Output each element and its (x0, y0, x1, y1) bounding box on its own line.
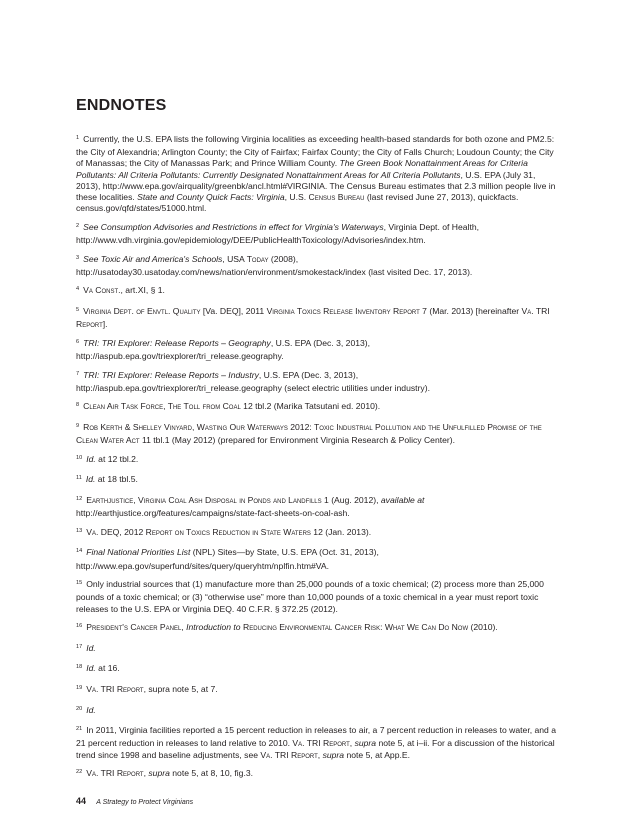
page-number: 44 (76, 796, 87, 806)
endnote-number: 1 (76, 135, 80, 141)
endnote-text: Va Const. (83, 285, 121, 296)
endnote-text: , (317, 749, 323, 760)
endnote-number: 13 (76, 527, 83, 534)
endnote-text: Va. TRI Report (86, 768, 144, 779)
page-footer (76, 796, 193, 806)
endnote-number: 10 (76, 454, 83, 461)
endnote-number: 5 (76, 307, 80, 313)
endnote-text: 12 tbl.2 (Marika Tatsutani ed. 2010). (240, 401, 381, 412)
endnote-text: Id. (86, 663, 96, 674)
endnote-text: , art.XI, § 1. (120, 285, 165, 296)
endnote-item (76, 495, 562, 519)
endnote-text: , U.S. EPA (July 31, 2013), http://www.epa.gov/airquality/greenbk/ancl.html#VIRGINIA. The Census Bureau estimates that 2.3 million people live in these localities. (76, 169, 556, 203)
endnote-text: http://earthjustice.org/features/campaigns/state-fact-sheets-on-coal-ash. (76, 508, 350, 519)
endnote-item (76, 527, 562, 540)
endnote-text: (last revised June 27, 2013), quickfacts. census.gov/qfd/states/51000.html. (76, 192, 519, 214)
endnote-text: [Va. DEQ], 2011 (200, 306, 267, 316)
endnote-text: Id. (85, 474, 96, 485)
endnote-text: , (143, 768, 149, 779)
endnote-number: 4 (76, 286, 80, 293)
endnote-item (76, 684, 562, 697)
endnote-text: , USA (222, 253, 247, 264)
endnote-item (76, 370, 562, 394)
endnote-item (76, 285, 562, 298)
endnote-number: 8 (76, 402, 80, 409)
endnote-text: 12 (Jan. 2013). (310, 526, 372, 537)
endnote-text: Census Bureau (308, 192, 365, 203)
endnote-text: Earthjustice, Virginia Coal Ash Disposal in Ponds and Landfills (86, 494, 322, 505)
endnote-text: 11 tbl.1 (May 2012) (prepared for Environment Virginia Research & Policy Center). (139, 435, 456, 446)
endnote-number: 21 (76, 726, 83, 733)
endnote-item (76, 622, 562, 635)
endnote-text: See Consumption Advisories and Restrictions in effect for Virginia's Waterways (83, 221, 384, 232)
endnote-text: at 16. (95, 663, 120, 674)
endnote-number: 18 (76, 664, 83, 671)
endnote-text: note 5, at 8, 10, fig.3. (169, 768, 254, 779)
endnote-item (76, 579, 562, 615)
endnote-text: Id. (86, 642, 96, 653)
endnote-text: Id. (86, 453, 96, 464)
endnote-item (76, 306, 562, 330)
endnote-number: 3 (76, 254, 80, 261)
endnote-text: (NPL) Sites—by State, U.S. EPA (Oct. 31, 2013), http://www.epa.gov/superfund/sites/query/queryhtm/nplfin.htm#VA. (76, 547, 379, 571)
endnote-number: 9 (76, 422, 80, 429)
endnote-text: Final National Priorities List (86, 547, 191, 558)
endnote-text: supra (354, 738, 377, 749)
endnote-text: The Green Book Nonattainment Areas for Criteria Pollutants: All Criteria Pollutants: Currently Designated Nonattainment Areas for All Criteria Pollutants (76, 158, 528, 180)
endnote-text: Va. TRI Report (292, 738, 350, 749)
endnote-text: , supra note 5, at 7. (143, 683, 218, 694)
endnote-item (76, 768, 562, 781)
endnote-item (76, 338, 562, 362)
endnote-item (76, 401, 562, 414)
endnote-number: 2 (76, 222, 80, 229)
endnote-number: 16 (76, 623, 83, 630)
endnote-text: note 5, at App.E. (344, 749, 410, 760)
endnote-number: 20 (76, 705, 83, 712)
endnote-text: State and County Quick Facts: Virginia (137, 192, 285, 203)
endnote-number: 19 (76, 684, 83, 691)
endnote-text: See Toxic Air and America's Schools (83, 253, 223, 264)
endnote-text: , U.S. (284, 192, 309, 203)
footer-title: A Strategy to Protect Virginians (96, 799, 194, 806)
endnote-text: President's Cancer Panel (86, 622, 182, 633)
endnote-text: Only industrial sources that (1) manufacture more than 25,000 pounds of a toxic chemical; (2) process more than 25,000 pounds of a toxic chemical; or (3) “otherwise use” more than 10,000 pounds of a toxic chemical in a year must report toxic releases to the U.S. EPA or Virginia DEQ. 40 C.F.R. § 372.25 (2012). (76, 579, 544, 614)
endnote-text: Va. TRI Report (260, 749, 318, 760)
endnote-text: Today (246, 253, 269, 264)
endnote-text: 1 (Aug. 2012), (321, 494, 381, 505)
endnote-number: 22 (76, 769, 83, 776)
endnote-text: supra (148, 768, 170, 779)
endnote-item (76, 254, 562, 278)
endnote-number: 11 (76, 475, 82, 482)
endnote-item (76, 663, 562, 676)
endnote-text: Report on Toxics Reduction in State Waters (145, 526, 311, 537)
endnote-text: available at (380, 494, 425, 505)
page-heading: ENDNOTES (76, 97, 167, 114)
endnote-item (76, 474, 562, 487)
endnote-text: 7 (Mar. 2013) [hereinafter (419, 306, 522, 316)
endnote-number: 14 (76, 548, 83, 555)
endnote-text: Reducing Environmental Cancer Risk: What We Can Do Now (242, 622, 469, 633)
endnote-text: In 2011, Virginia facilities reported a 15 percent reduction in releases to air, a 7 percent reduction in releases to water, and a 21 percent reduction in releases to land relative to 2010. (76, 725, 556, 749)
endnote-text: TRI: TRI Explorer: Release Reports – Geography (83, 337, 271, 348)
endnote-text: Virginia Dept. of Envtl. Quality (83, 306, 201, 316)
endnote-text: , U.S. EPA (Dec. 3, 2013), http://iaspub.epa.gov/triexplorer/tri_release.geography (select electric utilities under industry). (76, 369, 430, 393)
endnote-text: at 12 tbl.2. (95, 453, 139, 464)
endnote-text: , (349, 738, 355, 749)
endnote-text: Rob Kerth & Shelley Vinyard, Wasting Our Waterways 2012: Toxic Industrial Pollution and the Unfulfilled Promise of the Clean Water Act (76, 421, 542, 446)
endnote-text: (2008), http://usatoday30.usatoday.com/news/nation/environment/smokestack/index (last visited Dec. 17, 2013). (76, 253, 473, 277)
endnote-number: 17 (76, 643, 83, 650)
endnote-item (76, 454, 562, 467)
endnote-text: Clean Air Task Force, The Toll from Coal (83, 401, 241, 412)
endnote-text: Currently, the U.S. EPA lists the following Virginia localities as exceeding health-based standards for both ozone and PM2.5: the City of Alexandria; Arlington County; the City of Fairfax; Fairfax County; the City of Falls Church; Loudoun County; the City of Manassas; the City of Manassas Park; and Prince William County. (76, 134, 555, 169)
endnote-item (76, 643, 562, 656)
endnote-item (76, 547, 562, 571)
endnote-text: Va. TRI Report (76, 306, 550, 330)
endnote-text: Virginia Toxics Release Inventory Report (266, 306, 420, 316)
endnote-number: 15 (76, 580, 83, 587)
endnote-number: 7 (76, 370, 80, 377)
endnote-text: , Virginia Dept. of Health, http://www.vdh.virginia.gov/epidemiology/DEE/PublicHealthToxicology/Advisories/index.htm. (76, 221, 480, 246)
endnote-text: , U.S. EPA (Dec. 3, 2013), http://iaspub.epa.gov/triexplorer/tri_release.geography. (76, 337, 371, 361)
endnote-text: ]. (102, 319, 108, 330)
endnote-text: Va. TRI Report (86, 683, 144, 694)
endnote-item (76, 222, 562, 246)
endnote-text: , (181, 622, 187, 633)
endnote-number: 12 (76, 495, 83, 502)
endnote-text: supra (322, 749, 345, 760)
endnote-text: DEQ, 2012 (98, 526, 146, 537)
endnote-text: TRI: TRI Explorer: Release Reports – Industry (83, 369, 259, 380)
endnotes-list (76, 134, 562, 789)
endnote-item (76, 134, 562, 214)
endnote-text: Id. (86, 704, 96, 715)
endnote-text: Va. (86, 526, 99, 537)
endnote-item (76, 422, 562, 446)
endnote-item (76, 725, 562, 761)
endnote-text: note 5, at i–ii. For a discussion of the historical trend since 1998 and baseline adjustments, see (76, 738, 555, 760)
endnote-text: at 18 tbl.5. (95, 474, 138, 485)
endnote-text: (2010). (468, 622, 498, 633)
endnote-item (76, 705, 562, 718)
endnote-text: Introduction to (186, 622, 241, 633)
endnote-number: 6 (76, 338, 80, 345)
